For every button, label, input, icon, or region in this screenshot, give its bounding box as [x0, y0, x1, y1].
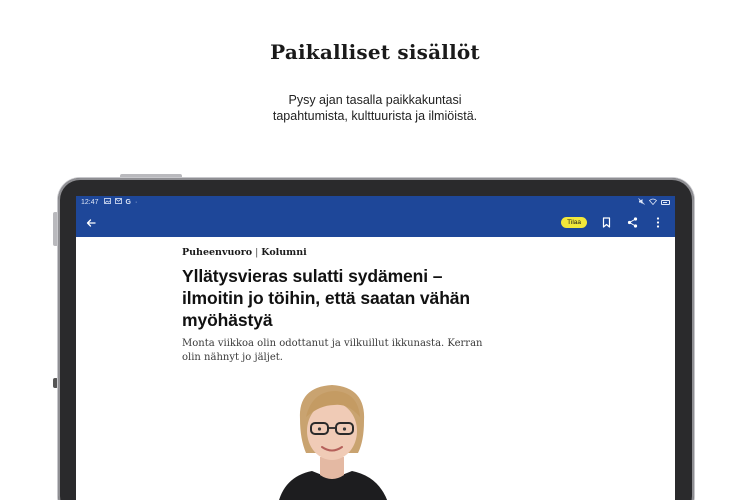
- wifi-icon: [649, 198, 657, 207]
- more-options-button[interactable]: [651, 216, 665, 230]
- kicker-separator: |: [255, 247, 259, 258]
- image-icon: [104, 198, 111, 206]
- share-button[interactable]: [625, 216, 639, 230]
- kicker-type: Kolumni: [261, 247, 307, 258]
- dot-icon: ·: [134, 198, 138, 206]
- subscribe-button[interactable]: Tilaa: [561, 217, 587, 228]
- promo-subtitle-line1: Pysy ajan tasalla paikkakuntasi: [288, 93, 462, 107]
- app-bar-actions: [561, 216, 675, 230]
- bookmark-icon: [602, 217, 611, 228]
- status-time: 12:47: [81, 198, 99, 206]
- lead-line: Monta viikkoa olin odottanut ja vilkuillut ikkunasta. Kerran: [182, 338, 483, 349]
- article-kicker: [182, 247, 502, 258]
- share-icon: [627, 217, 638, 228]
- status-bar: [76, 196, 675, 208]
- headline-line: Yllätysvieras sulatti sydämeni –: [182, 266, 443, 286]
- headline-line: ilmoitin jo töihin, että saatan vähän: [182, 288, 471, 308]
- promo-subtitle-line2: tapahtumista, kulttuurista ja ilmiöistä.: [272, 109, 478, 123]
- tablet-screen: [76, 196, 675, 500]
- google-icon: G: [125, 198, 131, 206]
- article: [182, 247, 502, 365]
- headline-line: myöhästyä: [182, 310, 273, 330]
- lead-line: olin nähnyt jo jäljet.: [182, 352, 283, 363]
- promo-subtitle: [0, 92, 750, 124]
- mute-icon: [638, 198, 645, 207]
- promo-title: Paikalliset sisällöt: [270, 40, 480, 64]
- more-vert-icon: [656, 217, 660, 228]
- back-button[interactable]: [78, 208, 104, 237]
- bookmark-button[interactable]: [599, 216, 613, 230]
- article-headline: [182, 265, 502, 331]
- article-lead: [182, 337, 502, 365]
- mail-icon: [115, 198, 122, 206]
- author-portrait: [272, 379, 392, 500]
- battery-icon: [661, 200, 670, 205]
- kicker-section[interactable]: Puheenvuoro: [182, 247, 253, 258]
- app-bar: [76, 208, 675, 237]
- arrow-left-icon: [86, 218, 96, 228]
- status-indicators: [638, 198, 670, 207]
